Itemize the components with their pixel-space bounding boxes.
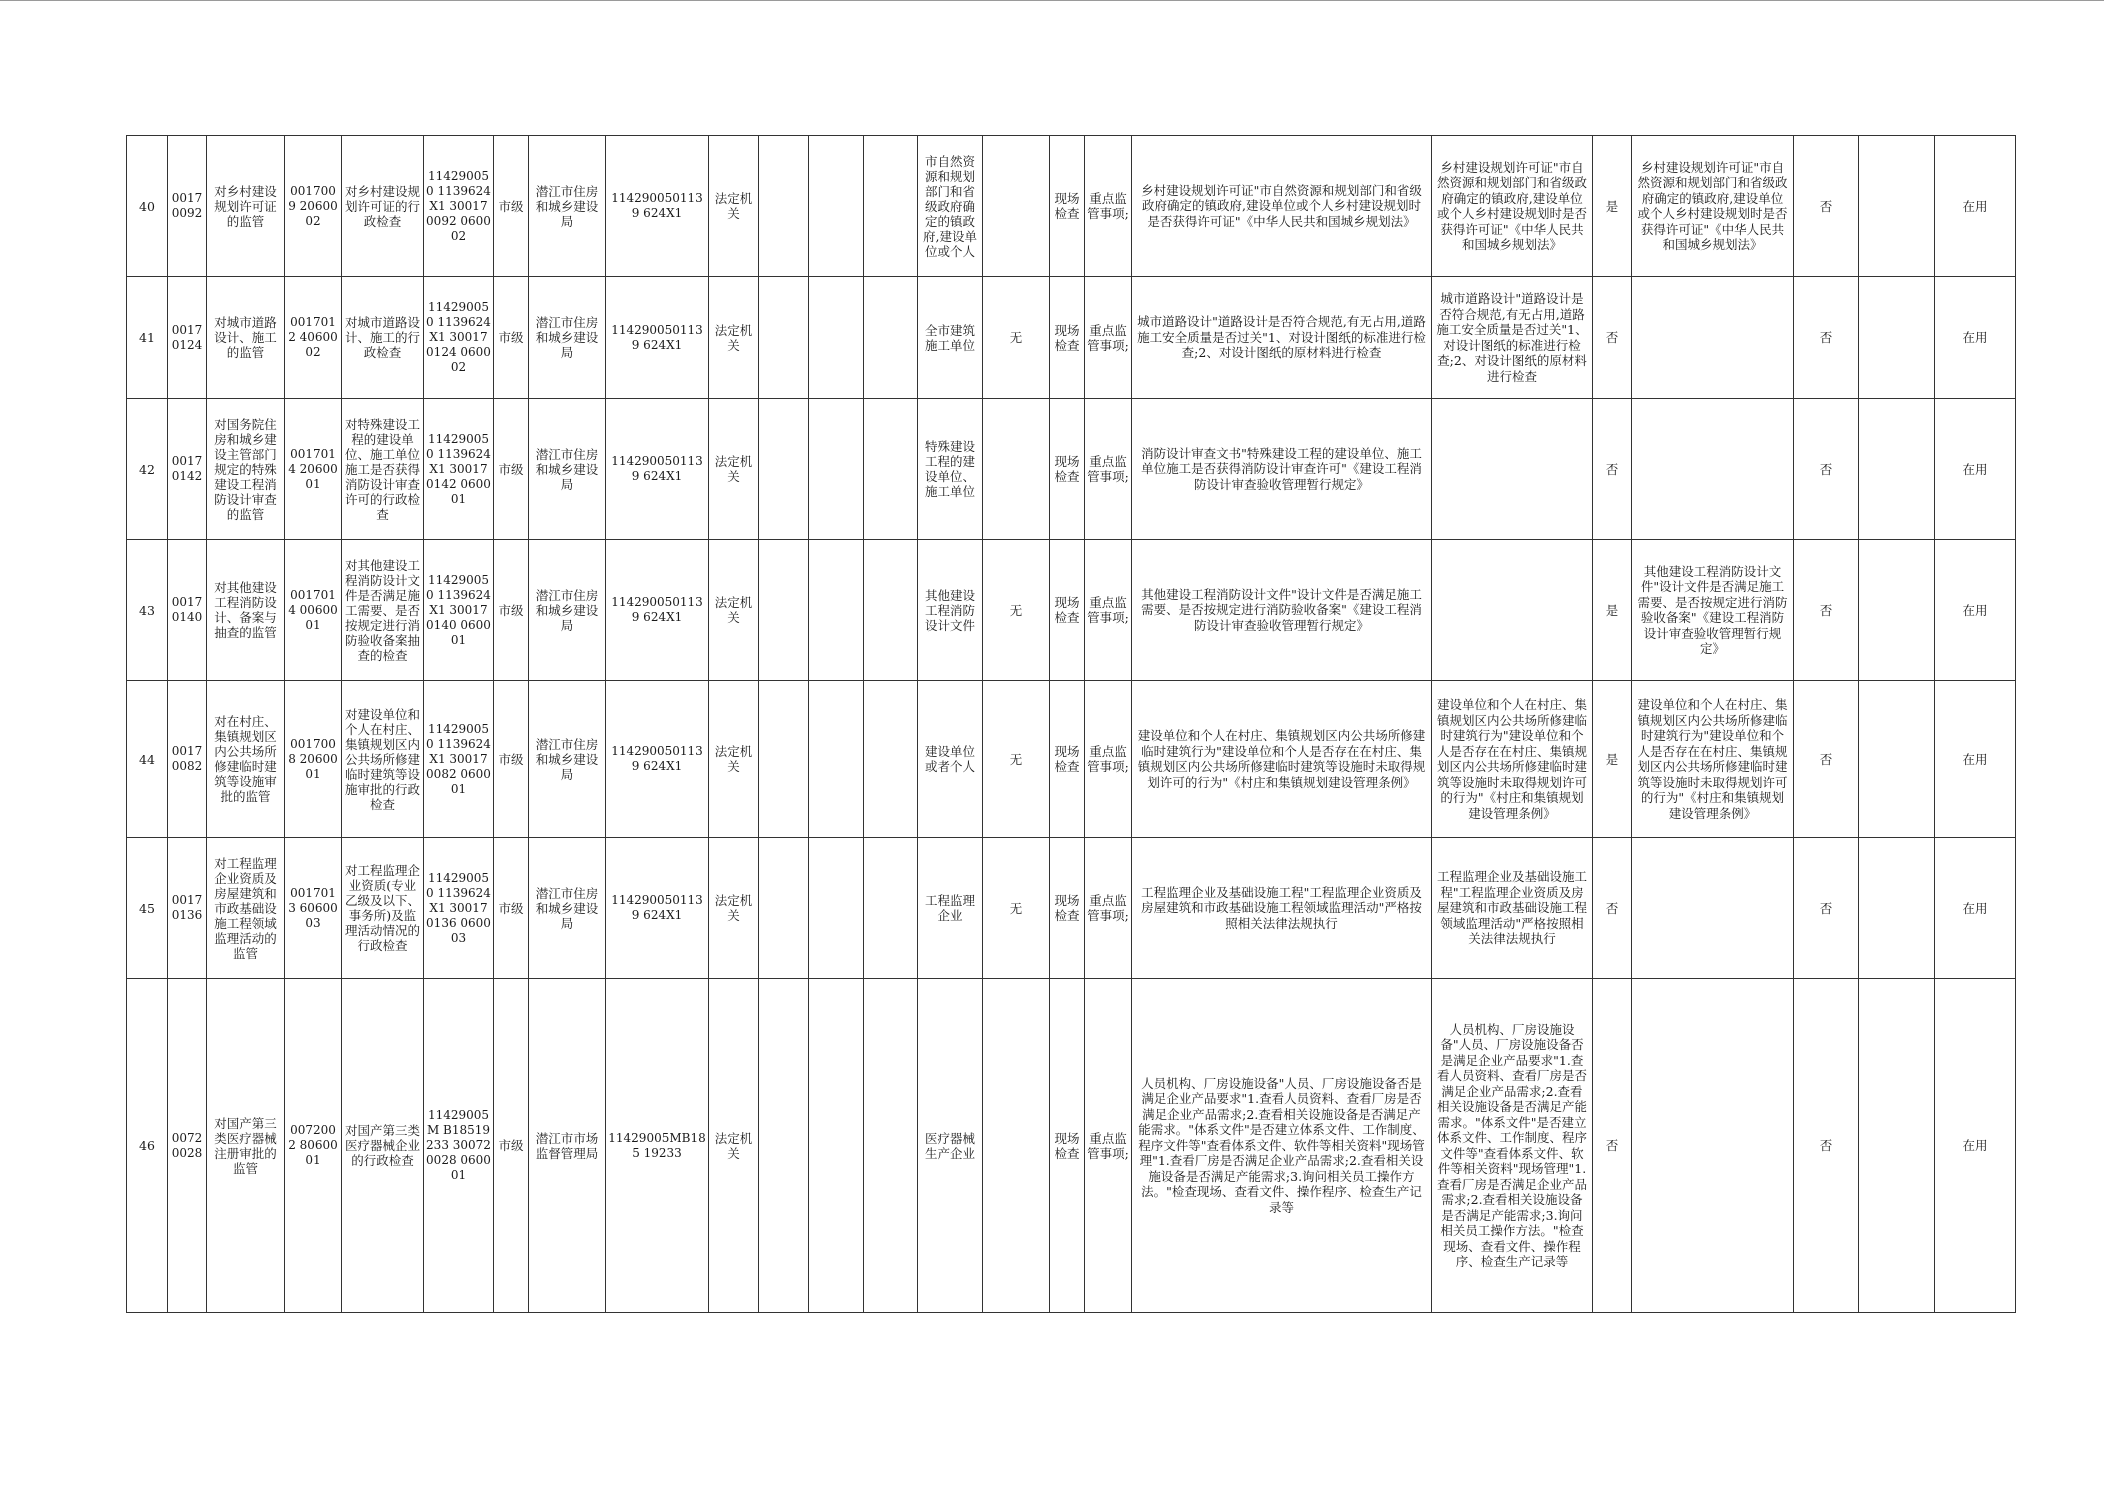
admin-level: 市级	[494, 979, 529, 1313]
row-number: 40	[127, 136, 168, 277]
none-marker: 无	[983, 540, 1050, 681]
status-text: 在用	[1935, 277, 2016, 399]
credit-code: 1142900501139 624X1	[606, 277, 709, 399]
inspection-method: 现场检查	[1050, 838, 1085, 979]
yes-no-flag: 否	[1794, 540, 1859, 681]
yes-no-flag: 是	[1593, 540, 1632, 681]
implementation-code: 114290050 1139624X1 300170136 060003	[424, 838, 494, 979]
sub-item-name: 对国产第三类医疗器械企业的行政检查	[342, 979, 424, 1313]
row-number: 43	[127, 540, 168, 681]
row-number: 42	[127, 399, 168, 540]
table-row	[127, 399, 2016, 540]
admin-level: 市级	[494, 540, 529, 681]
yes-no-flag: 是	[1593, 136, 1632, 277]
extra-content	[1632, 399, 1794, 540]
empty-cell	[809, 277, 864, 399]
empty-cell	[809, 136, 864, 277]
item-code-short: 0017 0140	[168, 540, 207, 681]
empty-cell	[759, 136, 809, 277]
item-name: 对乡村建设规划许可证的监管	[207, 136, 285, 277]
empty-cell	[809, 838, 864, 979]
sub-item-code: 0017008 2060001	[285, 681, 342, 838]
empty-cell	[864, 681, 918, 838]
none-marker	[983, 979, 1050, 1313]
inspection-basis	[1432, 540, 1593, 681]
implementation-code: 114290050 1139624X1 300170142 060001	[424, 399, 494, 540]
empty-cell	[1859, 136, 1935, 277]
empty-cell	[759, 838, 809, 979]
department-type: 法定机关	[709, 838, 759, 979]
empty-cell	[1859, 540, 1935, 681]
yes-no-flag: 否	[1593, 277, 1632, 399]
empty-cell	[1859, 399, 1935, 540]
admin-level: 市级	[494, 681, 529, 838]
extra-content: 建设单位和个人在村庄、集镇规划区内公共场所修建临时建筑行为"建设单位和个人是否存在在村庄、集镇规划区内公共场所修建临时建筑等设施时未取得规划许可的行为"《村庄和集镇规划建设管理条例》	[1632, 681, 1794, 838]
yes-no-flag: 否	[1794, 979, 1859, 1313]
yes-no-flag: 否	[1593, 399, 1632, 540]
empty-cell	[864, 136, 918, 277]
inspection-object: 全市建筑施工单位	[918, 277, 983, 399]
table-row	[127, 136, 2016, 277]
department-type: 法定机关	[709, 681, 759, 838]
inspection-content: 建设单位和个人在村庄、集镇规划区内公共场所修建临时建筑行为"建设单位和个人是否存在在村庄、集镇规划区内公共场所修建临时建筑等设施时未取得规划许可的行为"《村庄和集镇规划建设管理条例》	[1132, 681, 1432, 838]
department: 潜江市住房和城乡建设局	[529, 136, 606, 277]
sub-item-name: 对其他建设工程消防设计文件是否满足施工需要、是否按规定进行消防验收备案抽查的检查	[342, 540, 424, 681]
table-row	[127, 277, 2016, 399]
inspection-method: 现场检查	[1050, 277, 1085, 399]
empty-cell	[759, 399, 809, 540]
table-row	[127, 681, 2016, 838]
item-code-short: 0017 0092	[168, 136, 207, 277]
status-text: 在用	[1935, 540, 2016, 681]
item-name: 对工程监理企业资质及房屋建筑和市政基础设施工程领域监理活动的监管	[207, 838, 285, 979]
inspection-basis: 城市道路设计"道路设计是否符合规范,有无占用,道路施工安全质量是否过关"1、对设计图纸的标准进行检查;2、对设计图纸的原材料进行检查	[1432, 277, 1593, 399]
empty-cell	[759, 277, 809, 399]
admin-level: 市级	[494, 277, 529, 399]
yes-no-flag: 否	[1593, 838, 1632, 979]
empty-cell	[864, 277, 918, 399]
table-row	[127, 540, 2016, 681]
yes-no-flag: 否	[1794, 277, 1859, 399]
department: 潜江市住房和城乡建设局	[529, 681, 606, 838]
matter-type: 重点监管事项;	[1085, 681, 1132, 838]
yes-no-flag: 否	[1794, 838, 1859, 979]
matter-type: 重点监管事项;	[1085, 979, 1132, 1313]
implementation-code: 11429005M B18519233 300720028 060001	[424, 979, 494, 1313]
yes-no-flag: 否	[1794, 136, 1859, 277]
inspection-object: 特殊建设工程的建设单位、施工单位	[918, 399, 983, 540]
admin-level: 市级	[494, 399, 529, 540]
sub-item-code: 0017014 2060001	[285, 399, 342, 540]
sub-item-name: 对城市道路设计、施工的行政检查	[342, 277, 424, 399]
credit-code: 1142900501139 624X1	[606, 681, 709, 838]
extra-content	[1632, 277, 1794, 399]
row-number: 45	[127, 838, 168, 979]
admin-level: 市级	[494, 838, 529, 979]
matter-type: 重点监管事项;	[1085, 136, 1132, 277]
inspection-content: 消防设计审查文书"特殊建设工程的建设单位、施工单位施工是否获得消防设计审查许可"《建设工程消防设计审查验收管理暂行规定》	[1132, 399, 1432, 540]
department: 潜江市住房和城乡建设局	[529, 399, 606, 540]
inspection-content: 其他建设工程消防设计文件"设计文件是否满足施工需要、是否按规定进行消防验收备案"《建设工程消防设计审查验收管理暂行规定》	[1132, 540, 1432, 681]
empty-cell	[759, 681, 809, 838]
implementation-code: 114290050 1139624X1 300170140 060001	[424, 540, 494, 681]
inspection-method: 现场检查	[1050, 399, 1085, 540]
department: 潜江市市场监督管理局	[529, 979, 606, 1313]
empty-cell	[759, 979, 809, 1313]
row-number: 44	[127, 681, 168, 838]
extra-content	[1632, 979, 1794, 1313]
item-name: 对国产第三类医疗器械注册审批的监管	[207, 979, 285, 1313]
none-marker	[983, 399, 1050, 540]
yes-no-flag: 否	[1794, 681, 1859, 838]
department: 潜江市住房和城乡建设局	[529, 277, 606, 399]
none-marker: 无	[983, 681, 1050, 838]
implementation-code: 114290050 1139624X1 300170124 060002	[424, 277, 494, 399]
sub-item-code: 0017012 4060002	[285, 277, 342, 399]
status-text: 在用	[1935, 399, 2016, 540]
status-text: 在用	[1935, 136, 2016, 277]
department: 潜江市住房和城乡建设局	[529, 838, 606, 979]
sub-item-name: 对建设单位和个人在村庄、集镇规划区内公共场所修建临时建筑等设施审批的行政检查	[342, 681, 424, 838]
sub-item-name: 对特殊建设工程的建设单位、施工单位施工是否获得消防设计审查许可的行政检查	[342, 399, 424, 540]
yes-no-flag: 否	[1593, 979, 1632, 1313]
matter-type: 重点监管事项;	[1085, 399, 1132, 540]
table-row	[127, 838, 2016, 979]
credit-code: 11429005MB185 19233	[606, 979, 709, 1313]
inspection-content: 人员机构、厂房设施设备"人员、厂房设施设备否是满足企业产品要求"1.查看人员资料、查看厂房是否满足企业产品需求;2.查看相关设施设备是否满足产能需求。"体系文件"是否建立体系文件、工作制度、程序文件等"查看体系文件、软件等相关资料"现场管理"1.查看厂房是否满足企业产品需求;2.查看相关设施设备是否满足产能需求;3.询问相关员工操作方法。"检查现场、查看文件、操作程序、检查生产记录等	[1132, 979, 1432, 1313]
implementation-code: 114290050 1139624X1 300170082 060001	[424, 681, 494, 838]
sub-item-code: 0017014 0060001	[285, 540, 342, 681]
empty-cell	[864, 399, 918, 540]
item-code-short: 0017 0124	[168, 277, 207, 399]
inspection-object: 建设单位或者个人	[918, 681, 983, 838]
empty-cell	[809, 540, 864, 681]
empty-cell	[809, 399, 864, 540]
matter-type: 重点监管事项;	[1085, 540, 1132, 681]
inspection-object: 工程监理企业	[918, 838, 983, 979]
inspection-content: 城市道路设计"道路设计是否符合规范,有无占用,道路施工安全质量是否过关"1、对设计图纸的标准进行检查;2、对设计图纸的原材料进行检查	[1132, 277, 1432, 399]
status-text: 在用	[1935, 838, 2016, 979]
table-row	[127, 979, 2016, 1313]
yes-no-flag: 否	[1794, 399, 1859, 540]
item-code-short: 0072 0028	[168, 979, 207, 1313]
inspection-object: 市自然资源和规划部门和省级政府确定的镇政府,建设单位或个人	[918, 136, 983, 277]
empty-cell	[864, 540, 918, 681]
empty-cell	[809, 681, 864, 838]
item-name: 对国务院住房和城乡建设主管部门规定的特殊建设工程消防设计审查的监管	[207, 399, 285, 540]
sub-item-code: 0017009 2060002	[285, 136, 342, 277]
empty-cell	[1859, 681, 1935, 838]
status-text: 在用	[1935, 681, 2016, 838]
item-code-short: 0017 0136	[168, 838, 207, 979]
row-number: 41	[127, 277, 168, 399]
inspection-basis	[1432, 399, 1593, 540]
extra-content: 其他建设工程消防设计文件"设计文件是否满足施工需要、是否按规定进行消防验收备案"《建设工程消防设计审查验收管理暂行规定》	[1632, 540, 1794, 681]
credit-code: 1142900501139 624X1	[606, 838, 709, 979]
inspection-basis: 建设单位和个人在村庄、集镇规划区内公共场所修建临时建筑行为"建设单位和个人是否存在在村庄、集镇规划区内公共场所修建临时建筑等设施时未取得规划许可的行为"《村庄和集镇规划建设管理条例》	[1432, 681, 1593, 838]
inspection-method: 现场检查	[1050, 681, 1085, 838]
inspection-method: 现场检查	[1050, 979, 1085, 1313]
sub-item-name: 对乡村建设规划许可证的行政检查	[342, 136, 424, 277]
inspection-method: 现场检查	[1050, 540, 1085, 681]
status-text: 在用	[1935, 979, 2016, 1313]
sub-item-code: 0017013 6060003	[285, 838, 342, 979]
empty-cell	[864, 838, 918, 979]
inspection-method: 现场检查	[1050, 136, 1085, 277]
empty-cell	[1859, 979, 1935, 1313]
inspection-object: 其他建设工程消防设计文件	[918, 540, 983, 681]
department-type: 法定机关	[709, 136, 759, 277]
empty-cell	[864, 979, 918, 1313]
none-marker: 无	[983, 838, 1050, 979]
empty-cell	[1859, 277, 1935, 399]
admin-level: 市级	[494, 136, 529, 277]
department-type: 法定机关	[709, 540, 759, 681]
supervision-items-table	[126, 135, 2016, 1313]
empty-cell	[809, 979, 864, 1313]
empty-cell	[759, 540, 809, 681]
inspection-content: 工程监理企业及基础设施工程"工程监理企业资质及房屋建筑和市政基础设施工程领域监理活动"严格按照相关法律法规执行	[1132, 838, 1432, 979]
none-marker	[983, 136, 1050, 277]
extra-content	[1632, 838, 1794, 979]
item-name: 对城市道路设计、施工的监管	[207, 277, 285, 399]
credit-code: 1142900501139 624X1	[606, 136, 709, 277]
matter-type: 重点监管事项;	[1085, 277, 1132, 399]
item-name: 对其他建设工程消防设计、备案与抽查的监管	[207, 540, 285, 681]
credit-code: 1142900501139 624X1	[606, 540, 709, 681]
none-marker: 无	[983, 277, 1050, 399]
page-top-border	[0, 0, 2104, 1]
inspection-object: 医疗器械生产企业	[918, 979, 983, 1313]
item-code-short: 0017 0142	[168, 399, 207, 540]
implementation-code: 114290050 1139624X1 300170092 060002	[424, 136, 494, 277]
item-name: 对在村庄、集镇规划区内公共场所修建临时建筑等设施审批的监管	[207, 681, 285, 838]
inspection-basis: 人员机构、厂房设施设备"人员、厂房设施设备否是满足企业产品要求"1.查看人员资料、查看厂房是否满足企业产品需求;2.查看相关设施设备是否满足产能需求。"体系文件"是否建立体系文件、工作制度、程序文件等"查看体系文件、软件等相关资料"现场管理"1.查看厂房是否满足企业产品需求;2.查看相关设施设备是否满足产能需求;3.询问相关员工操作方法。"检查现场、查看文件、操作程序、检查生产记录等	[1432, 979, 1593, 1313]
sub-item-code: 0072002 8060001	[285, 979, 342, 1313]
row-number: 46	[127, 979, 168, 1313]
item-code-short: 0017 0082	[168, 681, 207, 838]
department-type: 法定机关	[709, 277, 759, 399]
inspection-basis: 乡村建设规划许可证"市自然资源和规划部门和省级政府确定的镇政府,建设单位或个人乡村建设规划时是否获得许可证"《中华人民共和国城乡规划法》	[1432, 136, 1593, 277]
yes-no-flag: 是	[1593, 681, 1632, 838]
inspection-basis: 工程监理企业及基础设施工程"工程监理企业资质及房屋建筑和市政基础设施工程领域监理活动"严格按照相关法律法规执行	[1432, 838, 1593, 979]
extra-content: 乡村建设规划许可证"市自然资源和规划部门和省级政府确定的镇政府,建设单位或个人乡村建设规划时是否获得许可证"《中华人民共和国城乡规划法》	[1632, 136, 1794, 277]
department-type: 法定机关	[709, 979, 759, 1313]
matter-type: 重点监管事项;	[1085, 838, 1132, 979]
department-type: 法定机关	[709, 399, 759, 540]
inspection-content: 乡村建设规划许可证"市自然资源和规划部门和省级政府确定的镇政府,建设单位或个人乡村建设规划时是否获得许可证"《中华人民共和国城乡规划法》	[1132, 136, 1432, 277]
department: 潜江市住房和城乡建设局	[529, 540, 606, 681]
empty-cell	[1859, 838, 1935, 979]
sub-item-name: 对工程监理企业资质(专业乙级及以下、事务所)及监理活动情况的行政检查	[342, 838, 424, 979]
credit-code: 1142900501139 624X1	[606, 399, 709, 540]
